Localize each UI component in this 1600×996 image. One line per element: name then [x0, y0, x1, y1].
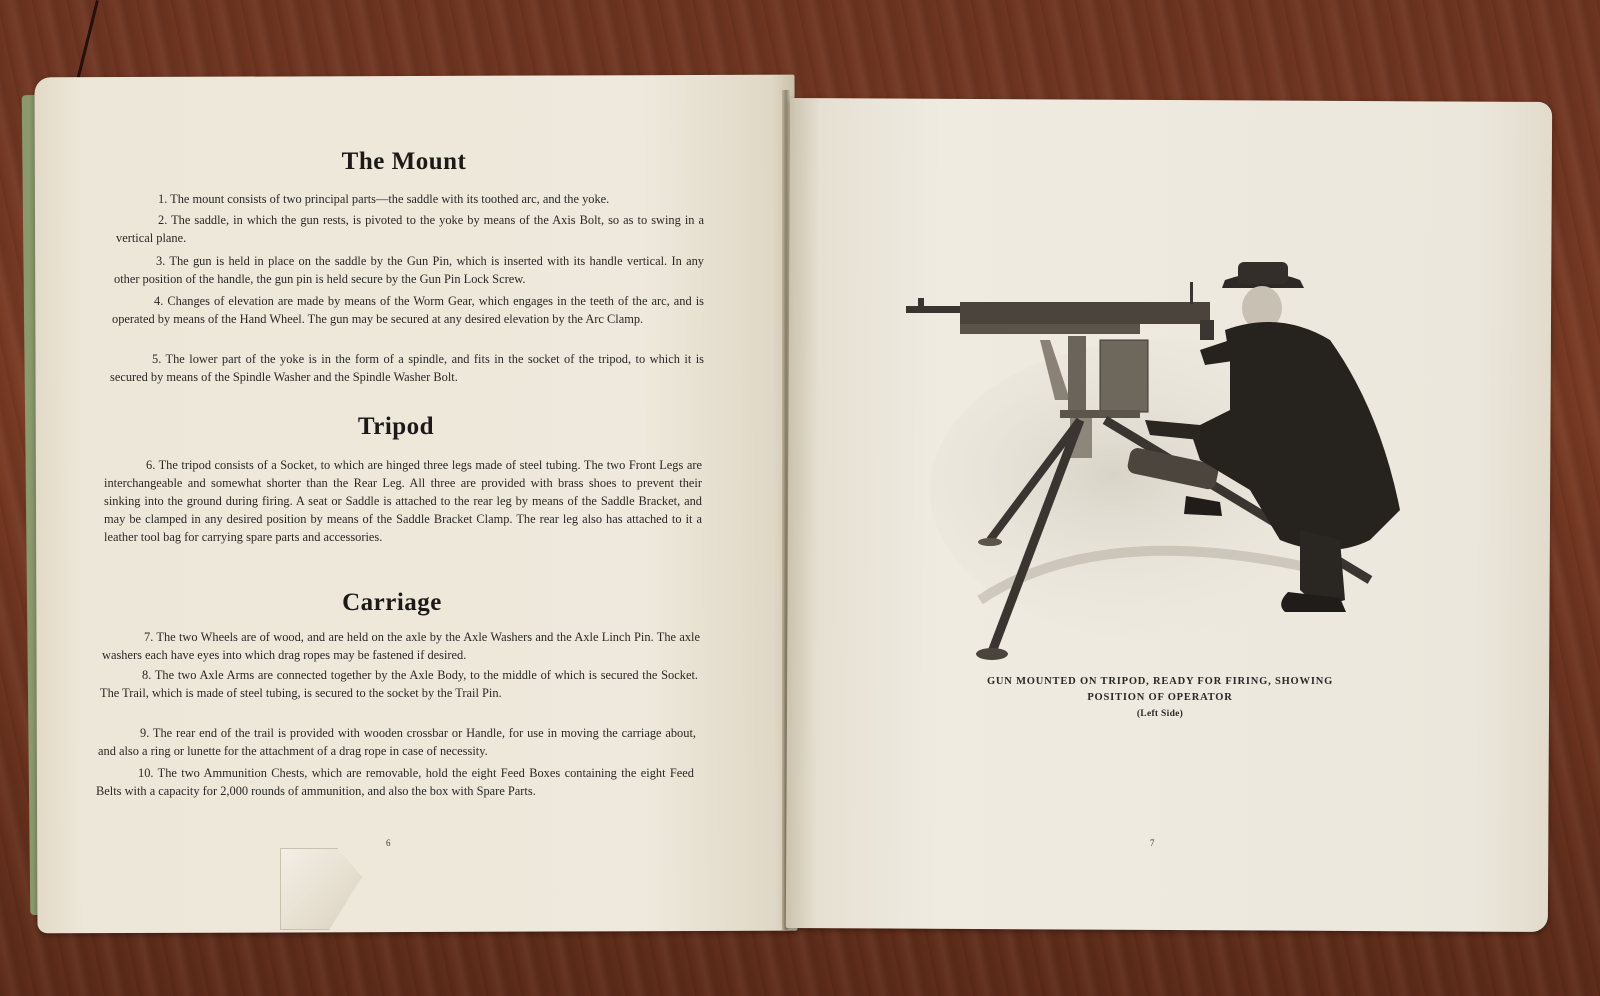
table-seam — [77, 0, 99, 78]
section-heading-tripod: Tripod — [357, 413, 435, 440]
paragraph: 6. The tripod consists of a Socket, to which are hinged three legs made of steel tubing. The two Front Legs are interchangeable and somewhat shorter than the Rear Leg. All three are provided with brass shoes to prevent their sinking into the ground during firing. A seat or Saddle is attached to the rear leg by means of the Saddle Bracket, and may be clamped in any desired position by means of the Saddle Bracket Clamp. The rear leg also has attached to it a leather tool bag for carrying spare parts and accessories. — [104, 458, 702, 544]
paragraph: 5. The lower part of the yoke is in the form of a spindle, and fits in the socket of the tripod, to which it is secured by means of the Spindle Washer and the Spindle Washer Bolt. — [110, 352, 704, 384]
paragraph: 3. The gun is held in place on the saddle by the Gun Pin, which is inserted with its handle vertical. In any other position of the handle, the gun pin is held secure by the Gun Pin Lock Screw. — [114, 254, 704, 286]
section-heading-mount: The Mount — [341, 148, 467, 175]
paragraph: 9. The rear end of the trail is provided with wooden crossbar or Handle, for use in moving the carriage about, and also a ring or lunette for the attachment of a drag rope in case of necessity. — [98, 726, 696, 758]
page-number-left: 6 — [386, 838, 391, 848]
paragraph: 4. Changes of elevation are made by means of the Worm Gear, which engages in the teeth of the arc, and is operated by means of the Hand Wheel. The gun may be secured at any desired elevation by the Arc Clamp. — [112, 294, 704, 326]
caption-subtitle: (Left Side) — [1136, 709, 1184, 719]
paragraph: 7. The two Wheels are of wood, and are held on the axle by the Axle Washers and the Axle Linch Pin. The axle washers each have eyes into which drag ropes may be fastened if desired. — [102, 630, 700, 662]
caption-line-1: GUN MOUNTED ON TRIPOD, READY FOR FIRING, SHOWING — [986, 676, 1334, 687]
figure-caption — [920, 674, 1400, 722]
caption-line-2: POSITION OF OPERATOR — [1087, 692, 1233, 703]
machine-gun-operator-illustration — [900, 240, 1400, 670]
paragraph: 8. The two Axle Arms are connected together by the Axle Body, to the middle of which is secured the Socket. The Trail, which is made of steel tubing, is secured to the socket by the Trail Pin. — [100, 668, 698, 700]
paragraph: 2. The saddle, in which the gun rests, is pivoted to the yoke by means of the Axis Bolt, so as to swing in a vertical plane. — [116, 213, 704, 245]
paragraph: 1. The mount consists of two principal parts—the saddle with its toothed arc, and the yoke. — [158, 192, 610, 206]
section-heading-carriage: Carriage — [342, 589, 442, 616]
paragraph: 10. The two Ammunition Chests, which are removable, hold the eight Feed Boxes containing the eight Feed Belts with a capacity for 2,000 rounds of ammunition, and also the box with Spare Parts. — [96, 766, 694, 798]
page-number-right: 7 — [1150, 838, 1155, 848]
